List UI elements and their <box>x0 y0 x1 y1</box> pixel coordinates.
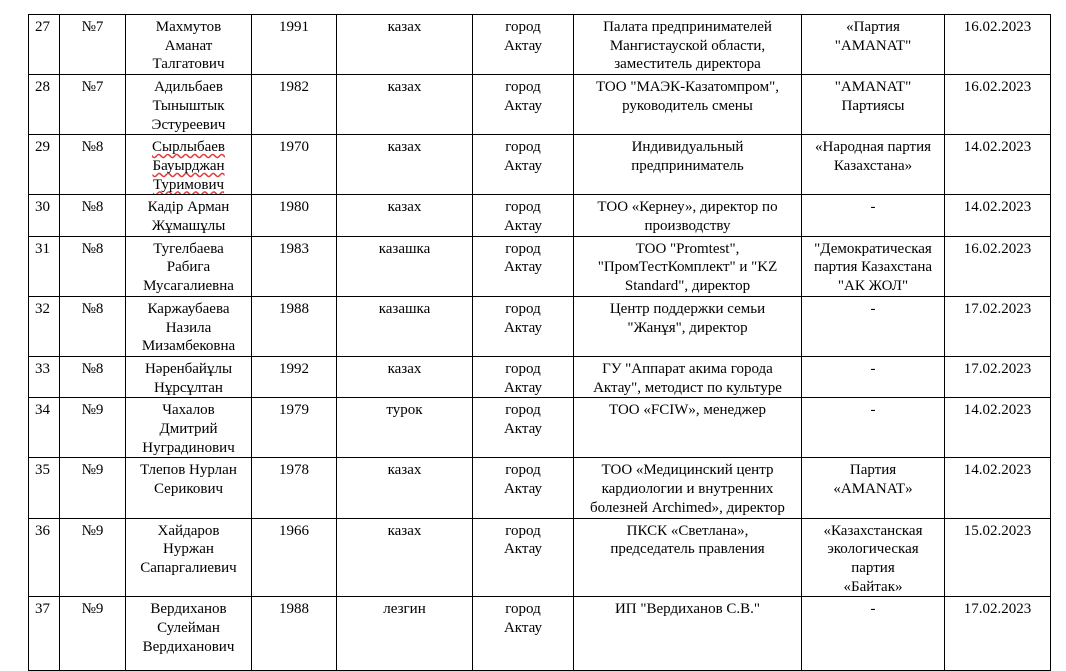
party-cell-text: "AMANAT" Партиясы <box>834 79 912 114</box>
row-number-cell <box>29 75 60 135</box>
residence-cell <box>473 75 574 135</box>
birth-year-cell-text: 1970 <box>279 139 309 156</box>
nationality-cell-text: казах <box>387 462 422 479</box>
candidate-name-cell-text: Кадір Арман Жұмашұлы <box>147 199 230 235</box>
residence-cell-text: город Актау <box>503 402 543 438</box>
registration-date-cell-text: 17.02.2023 <box>963 601 1032 618</box>
district-cell-text: №8 <box>81 199 104 216</box>
row-number-cell-text: 32 <box>35 300 50 317</box>
district-cell <box>60 597 126 671</box>
nationality-cell-text: казах <box>387 139 422 156</box>
birth-year-cell <box>252 15 337 75</box>
workplace-position-cell <box>574 518 802 597</box>
party-cell <box>802 398 945 458</box>
residence-cell-text: город Актау <box>503 139 543 174</box>
district-cell-text: №9 <box>81 601 104 618</box>
candidate-name-cell <box>126 458 252 518</box>
residence-cell-text: город Актау <box>503 240 543 276</box>
workplace-position-cell <box>574 195 802 236</box>
nationality-cell-text: лезгин <box>383 601 426 618</box>
birth-year-cell-text: 1980 <box>279 199 309 216</box>
nationality-cell-text: казашка <box>378 240 431 257</box>
workplace-position-cell <box>574 356 802 397</box>
birth-year-cell-text: 1988 <box>279 300 309 317</box>
table-row <box>29 15 1051 75</box>
workplace-position-cell-text: ТОО "МАЭК-Казатомпром", руководитель смены <box>595 79 780 114</box>
nationality-cell <box>337 597 473 671</box>
registration-date-cell-text: 17.02.2023 <box>963 300 1032 317</box>
row-number-cell <box>29 356 60 397</box>
residence-cell-text: город Актау <box>503 19 543 54</box>
workplace-position-cell <box>574 458 802 518</box>
residence-cell <box>473 458 574 518</box>
candidate-name-cell <box>126 296 252 356</box>
nationality-cell <box>337 356 473 397</box>
party-cell-text: - <box>870 300 876 317</box>
residence-cell-text: город Актау <box>503 360 543 396</box>
registration-date-cell-text: 16.02.2023 <box>963 79 1032 96</box>
workplace-position-cell-text: ГУ "Аппарат акима города Актау", методист по культуре <box>593 360 782 396</box>
row-number-cell <box>29 195 60 236</box>
table-row <box>29 458 1051 518</box>
registration-date-cell <box>945 75 1051 135</box>
birth-year-cell <box>252 356 337 397</box>
nationality-cell-text: казах <box>387 360 422 377</box>
workplace-position-cell <box>574 236 802 296</box>
party-cell <box>802 135 945 195</box>
birth-year-cell <box>252 195 337 236</box>
nationality-cell-text: казах <box>387 19 422 35</box>
nationality-cell <box>337 15 473 75</box>
row-number-cell <box>29 518 60 597</box>
party-cell <box>802 195 945 236</box>
workplace-position-cell-text: ТОО «FCIW», менеджер <box>609 402 766 419</box>
candidate-name-cell-text: Тлепов Нурлан Серикович <box>140 462 237 498</box>
registration-date-cell <box>945 518 1051 597</box>
row-number-cell-text: 28 <box>35 79 50 96</box>
nationality-cell-text: казашка <box>378 300 431 317</box>
row-number-cell-text: 31 <box>35 240 50 257</box>
registration-date-cell-text: 16.02.2023 <box>963 240 1032 257</box>
district-cell <box>60 398 126 458</box>
district-cell <box>60 135 126 195</box>
party-cell <box>802 236 945 296</box>
candidate-name-cell <box>126 356 252 397</box>
birth-year-cell <box>252 236 337 296</box>
district-cell <box>60 458 126 518</box>
residence-cell <box>473 236 574 296</box>
party-cell-text: Партия «AMANAT» <box>833 462 913 498</box>
workplace-position-cell-text: ТОО «Медицинский центр кардиологии и внутренних болезней Archimed», директор <box>590 462 785 516</box>
birth-year-cell-text: 1982 <box>279 79 309 96</box>
workplace-position-cell-text: Центр поддержки семьи "Жанұя", директор <box>609 300 766 336</box>
district-cell-text: №7 <box>81 19 104 35</box>
residence-cell <box>473 398 574 458</box>
row-number-cell <box>29 135 60 195</box>
registration-date-cell <box>945 356 1051 397</box>
birth-year-cell <box>252 597 337 671</box>
row-number-cell <box>29 236 60 296</box>
district-cell-text: №9 <box>81 402 104 419</box>
party-cell-text: «Народная партия Казахстана» <box>815 139 931 174</box>
district-cell <box>60 195 126 236</box>
party-cell-text: «Казахстанская экологическая партия «Байтак» <box>823 522 923 595</box>
table-row <box>29 597 1051 671</box>
party-cell <box>802 518 945 597</box>
district-cell-text: №8 <box>81 300 104 317</box>
row-number-cell-text: 29 <box>35 139 50 156</box>
candidate-name-cell <box>126 518 252 597</box>
candidate-name-cell <box>126 135 252 195</box>
registration-date-cell <box>945 398 1051 458</box>
candidate-name-cell-text: Адильбаев Тыныштык Эстуреевич <box>151 79 226 133</box>
nationality-cell-text: турок <box>386 402 423 419</box>
residence-cell <box>473 296 574 356</box>
workplace-position-cell-text: Палата предпринимателей Мангистауской области, заместитель директора <box>603 19 772 73</box>
birth-year-cell-text: 1991 <box>279 19 309 35</box>
registration-date-cell <box>945 296 1051 356</box>
party-cell <box>802 15 945 75</box>
nationality-cell <box>337 135 473 195</box>
party-cell-text: "Демократическая партия Казахстана "АК ЖОЛ" <box>813 240 933 295</box>
residence-cell <box>473 135 574 195</box>
registration-date-cell <box>945 458 1051 518</box>
candidate-name-cell <box>126 75 252 135</box>
registration-date-cell-text: 14.02.2023 <box>963 199 1032 216</box>
row-number-cell <box>29 15 60 75</box>
birth-year-cell-text: 1978 <box>279 462 309 479</box>
party-cell <box>802 75 945 135</box>
candidate-name-cell <box>126 15 252 75</box>
registration-date-cell <box>945 135 1051 195</box>
district-cell-text: №8 <box>81 240 104 257</box>
district-cell-text: №9 <box>81 522 104 539</box>
residence-cell-text: город Актау <box>503 300 543 336</box>
workplace-position-cell-text: ТОО «Кернеу», директор по производству <box>597 199 778 235</box>
nationality-cell <box>337 296 473 356</box>
party-cell <box>802 296 945 356</box>
candidate-name-cell <box>126 398 252 458</box>
birth-year-cell <box>252 296 337 356</box>
row-number-cell <box>29 398 60 458</box>
candidate-name-cell-text: Махмутов Аманат Талгатович <box>152 19 225 73</box>
residence-cell <box>473 195 574 236</box>
registration-date-cell-text: 15.02.2023 <box>963 522 1032 539</box>
birth-year-cell-text: 1983 <box>279 240 309 257</box>
party-cell <box>802 356 945 397</box>
candidate-name-cell-text: Нәренбайұлы Нұрсұлтан <box>144 360 233 396</box>
birth-year-cell <box>252 398 337 458</box>
district-cell <box>60 236 126 296</box>
residence-cell-text: город Актау <box>503 199 543 235</box>
birth-year-cell-text: 1979 <box>279 402 309 419</box>
residence-cell <box>473 518 574 597</box>
workplace-position-cell <box>574 15 802 75</box>
registration-date-cell-text: 14.02.2023 <box>963 462 1032 479</box>
residence-cell-text: город Актау <box>503 462 543 498</box>
registration-date-cell-text: 16.02.2023 <box>963 19 1032 35</box>
candidate-name-cell-text: Вердиханов Сулейман Вердиханович <box>142 601 235 655</box>
row-number-cell-text: 36 <box>35 522 50 539</box>
registration-date-cell <box>945 15 1051 75</box>
candidate-name-cell-text: Каржаубаева Назила Мизамбековна <box>141 300 236 355</box>
party-cell-text: - <box>870 601 876 618</box>
table-body <box>29 15 1051 671</box>
residence-cell <box>473 356 574 397</box>
table-row <box>29 135 1051 195</box>
registration-date-cell <box>945 236 1051 296</box>
residence-cell <box>473 597 574 671</box>
candidate-name-cell-text: Чахалов Дмитрий Нуградинович <box>142 402 235 456</box>
district-cell <box>60 15 126 75</box>
row-number-cell-text: 34 <box>35 402 50 419</box>
residence-cell <box>473 15 574 75</box>
row-number-cell-text: 30 <box>35 199 50 216</box>
candidate-name-cell-text: Сырлыбаев Бауырджан Туримович <box>152 139 225 193</box>
registration-date-cell-text: 14.02.2023 <box>963 402 1032 419</box>
party-cell-text: - <box>870 402 876 419</box>
district-cell-text: №9 <box>81 462 104 479</box>
row-number-cell-text: 35 <box>35 462 50 479</box>
residence-cell-text: город Актау <box>503 79 543 114</box>
table-row <box>29 518 1051 597</box>
birth-year-cell-text: 1966 <box>279 522 309 539</box>
district-cell <box>60 356 126 397</box>
nationality-cell-text: казах <box>387 199 422 216</box>
nationality-cell <box>337 518 473 597</box>
birth-year-cell-text: 1988 <box>279 601 309 618</box>
district-cell <box>60 296 126 356</box>
party-cell-text: - <box>870 199 876 216</box>
nationality-cell-text: казах <box>387 79 422 96</box>
candidates-table <box>28 14 1051 671</box>
nationality-cell <box>337 458 473 518</box>
workplace-position-cell-text: ИП "Вердиханов С.В." <box>614 601 761 618</box>
workplace-position-cell <box>574 597 802 671</box>
birth-year-cell <box>252 75 337 135</box>
workplace-position-cell-text: ПКСК «Светлана», председатель правления <box>610 522 765 558</box>
candidate-name-cell <box>126 236 252 296</box>
district-cell <box>60 75 126 135</box>
district-cell-text: №7 <box>81 79 104 96</box>
row-number-cell <box>29 597 60 671</box>
table-row <box>29 356 1051 397</box>
birth-year-cell <box>252 518 337 597</box>
residence-cell-text: город Актау <box>503 522 543 558</box>
birth-year-cell-text: 1992 <box>279 360 309 377</box>
nationality-cell <box>337 398 473 458</box>
workplace-position-cell <box>574 75 802 135</box>
row-number-cell-text: 37 <box>35 601 50 618</box>
district-cell-text: №8 <box>81 139 104 156</box>
nationality-cell <box>337 75 473 135</box>
party-cell <box>802 597 945 671</box>
registration-date-cell-text: 17.02.2023 <box>963 360 1032 377</box>
birth-year-cell <box>252 458 337 518</box>
registration-date-cell-text: 14.02.2023 <box>963 139 1032 156</box>
workplace-position-cell-text: ТОО "Promtest", "ПромТестКомплект" и "KZ Standard", директор <box>597 240 778 295</box>
party-cell-text: - <box>870 360 876 377</box>
row-number-cell <box>29 458 60 518</box>
nationality-cell <box>337 236 473 296</box>
nationality-cell-text: казах <box>387 522 422 539</box>
nationality-cell <box>337 195 473 236</box>
table-row <box>29 195 1051 236</box>
candidate-name-cell-text: Хайдаров Нуржан Сапаргалиевич <box>140 522 237 576</box>
registration-date-cell <box>945 195 1051 236</box>
party-cell <box>802 458 945 518</box>
residence-cell-text: город Актау <box>503 601 543 637</box>
district-cell-text: №8 <box>81 360 104 377</box>
workplace-position-cell <box>574 296 802 356</box>
workplace-position-cell <box>574 135 802 195</box>
workplace-position-cell <box>574 398 802 458</box>
party-cell-text: «Партия "AMANAT" <box>834 19 912 54</box>
birth-year-cell <box>252 135 337 195</box>
registration-date-cell <box>945 597 1051 671</box>
table-row <box>29 296 1051 356</box>
table-row <box>29 398 1051 458</box>
district-cell <box>60 518 126 597</box>
candidate-name-cell-text: Тугелбаева Рабига Мусагалиевна <box>143 240 234 295</box>
table-row <box>29 236 1051 296</box>
row-number-cell <box>29 296 60 356</box>
row-number-cell-text: 33 <box>35 360 50 377</box>
candidate-name-cell <box>126 195 252 236</box>
candidate-name-cell <box>126 597 252 671</box>
table-row <box>29 75 1051 135</box>
row-number-cell-text: 27 <box>35 19 50 35</box>
workplace-position-cell-text: Индивидуальный предприниматель <box>631 139 744 174</box>
